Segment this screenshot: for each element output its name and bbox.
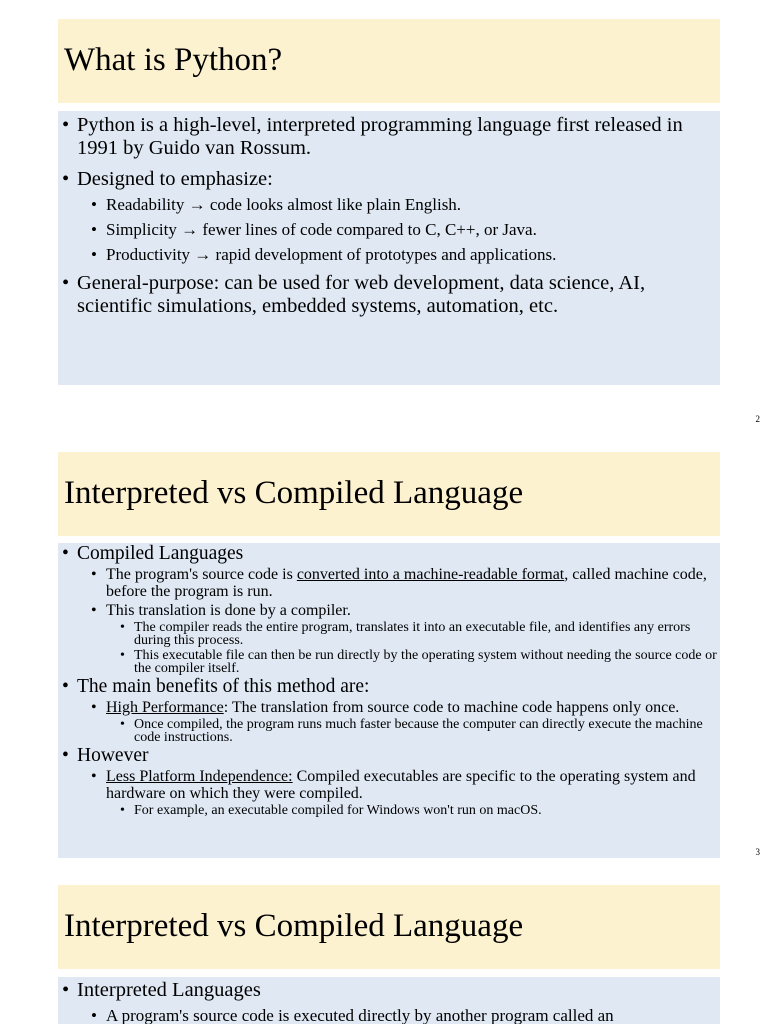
slide-3-content — [58, 977, 720, 1024]
slide-1-sub-bullet-productivity: • Productivity → rapid development of prototypes and applications. — [58, 245, 720, 264]
text: Compiled executables are specific to the operating system and hardware on which they were compiled. — [106, 768, 696, 802]
slide-2-title-bar — [58, 452, 720, 536]
slide-2-sub-bullet-performance — [58, 699, 720, 716]
slide-1-sub-bullet-readability: • Readability → code looks almost like plain English. — [58, 195, 720, 214]
slide-2-sub-sub-bullet-compiler-reads: • The compiler reads the entire program, translates it into an executable file, and identifies any errors during this process. — [58, 621, 720, 647]
slide-1-bullet-1: • Python is a high-level, interpreted programming language first released in 1991 by Guido van Rossum. — [58, 114, 720, 160]
slide-1-title-bar — [58, 19, 720, 103]
slide-1-title: What is Python? — [64, 42, 283, 78]
page-number-2: 2 — [755, 414, 760, 424]
underlined-term: Less Platform Independence: — [106, 768, 293, 785]
slide-2-sub-bullet-translation: • This translation is done by a compiler. — [58, 602, 720, 619]
text: : The translation from source code to machine code happens only once. — [223, 699, 680, 716]
text: , called machine code, before the program is run. — [106, 566, 707, 600]
underlined-term: High Performance — [106, 699, 224, 716]
text: The program's source code is — [106, 566, 297, 583]
slide-2-bullet-however: • However — [58, 745, 720, 766]
slide-1-sub-bullet-simplicity: • Simplicity → fewer lines of code compared to C, C++, or Java. — [58, 220, 720, 239]
slide-2-bullet-compiled: • Compiled Languages — [58, 543, 720, 564]
slide-3-title: Interpreted vs Compiled Language — [64, 908, 524, 944]
slide-2-title: Interpreted vs Compiled Language — [64, 475, 524, 511]
slide-3-sub-bullet-executed: • A program's source code is executed directly by another program called an — [58, 1006, 720, 1024]
slide-2-bullet-benefits: • The main benefits of this method are: — [58, 676, 720, 697]
slide-2-content — [58, 543, 720, 858]
slide-1-bullet-2: • Designed to emphasize: — [58, 168, 720, 191]
slide-2-sub-sub-bullet-example: • For example, an executable compiled for Windows won't run on macOS. — [58, 804, 720, 817]
slide-2-sub-sub-bullet-executable: • This executable file can then be run directly by the operating system without needing the source code or the compiler itself. — [58, 649, 720, 675]
slide-2-sub-bullet-platform — [58, 768, 720, 802]
slide-2-sub-sub-bullet-once-compiled: • Once compiled, the program runs much faster because the computer can directly execute the machine code instructions. — [58, 718, 720, 744]
page-number-3: 3 — [755, 847, 760, 857]
slide-1-bullet-3: • General-purpose: can be used for web development, data science, AI, scientific simulations, embedded systems, automation, etc. — [58, 272, 720, 318]
slide-1-content — [58, 111, 720, 385]
slide-3-bullet-interpreted: • Interpreted Languages — [58, 979, 720, 1002]
slide-2-sub-bullet-source-code — [58, 566, 720, 600]
slide-3-title-bar — [58, 885, 720, 969]
underlined-term: converted into a machine-readable format — [296, 566, 565, 583]
